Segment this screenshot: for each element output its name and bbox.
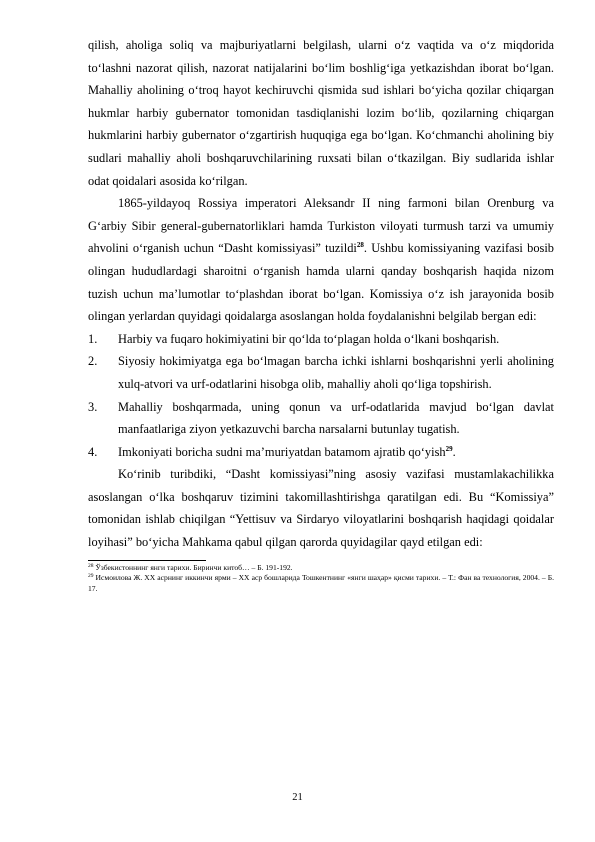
footnote-ref-28[interactable]: 28 xyxy=(356,241,364,250)
list-text: Mahalliy boshqarmada, uning qonun va urf-odatlarida mavjud bo‘lgan davlat manfaatlariga ziyon yetkazuvchi barcha narsalarni butunlay tugatish. xyxy=(118,399,554,437)
list-number: 4. xyxy=(88,444,98,459)
list-number: 1. xyxy=(88,331,98,346)
list-number: 2. xyxy=(88,354,98,369)
footnote-divider xyxy=(88,560,206,561)
paragraph-2 xyxy=(88,192,554,328)
footnote-mark: 28 xyxy=(88,562,94,569)
paragraph-1: qilish, aholiga soliq va majburiyatlarni belgilash, ularni o‘z vaqtida va o‘z miqdorida to‘lashni nazorat qilish, nazorat natijalarini bo‘lim boshlig‘iga yetkazishdan iborat bo‘lgan. Mahalliy aholining o‘troq hayot kechiruvchi qismida sud ishlari bo‘yicha qozilar chiqargan hukmlar harbiy gubernator tomonidan tasdiqlanishi lozim bo‘lib, qozilarning chiqargan hukmlarini harbiy gubernator o‘zgartirish huquqiga ega bo‘lgan. Ko‘chmanchi aholining biy sudlari mahalliy aholi boshqaruvchilarining ruxsati bilan o‘tkazilgan. Biy sudlarida ishlar odat qoidalari asosida ko‘rilgan. xyxy=(88,38,554,188)
paragraph-2-text-a: 1865-yildayoq Rossiya imperatori Aleksandr II ning farmoni bilan Orenburg va G‘arbiy Sibir general-gubernatorliklari hamda Turkiston viloyati turmush tarzi va umumiy ahvolini o‘rganish uchun “Dasht komissiyasi” tuzildi xyxy=(88,196,554,256)
list-text: Harbiy va fuqaro hokimiyatini bir qo‘lda to‘plagan holda o‘lkani boshqarish. xyxy=(118,331,500,346)
list-text xyxy=(118,441,554,464)
footnote-text: Исмоилова Ж. ХХ асрнинг иккинчи ярми – ХХ аср бошларида Тошкентнинг «янги шаҳар» қисми тарихи. – Т.: Фан ва технология, 2004. – Б. 17. xyxy=(88,573,554,593)
page-number: 21 xyxy=(292,792,303,803)
footnote-mark: 29 xyxy=(88,573,94,580)
list-item-4 xyxy=(88,441,554,464)
list-number: 3. xyxy=(88,399,98,414)
list-text-body: Imkoniyati boricha sudni ma’muriyatdan batamom ajratib qo‘yish xyxy=(118,444,446,459)
list-text-end: . xyxy=(452,444,456,459)
paragraph-3: Ko‘rinib turibdiki, “Dasht komissiyasi”ning asosiy vazifasi mustamlakachilikka asoslangan o‘lka boshqaruv tizimini takomillashtirishga qaratilgan edi. Bu “Komissiya” tomonidan ishlab chiqilgan “Yettisuv va Sirdaryo viloyatlarini boshqarish haqidagi qoidalar loyihasi” bo‘yicha Mahkama qabul qilgan qarorda quyidagilar qayd etilgan edi: xyxy=(88,467,554,550)
list-item-1 xyxy=(88,328,554,351)
footnote-text: Ўзбекистоннинг янги тарихи. Биринчи китоб… – Б. 191-192. xyxy=(93,562,293,572)
footnote-28 xyxy=(88,563,554,574)
list-item-3 xyxy=(88,396,554,441)
list-item-2 xyxy=(88,350,554,395)
footnote-ref-29[interactable]: 29 xyxy=(445,444,453,453)
list-text: Siyosiy hokimiyatga ega bo‘lmagan barcha ichki ishlarni boshqarishni yerli aholining xulq-atvori va urf-odatlarini hisobga olib, mahalliy aholi qo‘liga topshirish. xyxy=(118,354,554,391)
document-page xyxy=(88,34,554,594)
footnote-29 xyxy=(88,573,554,594)
paragraph-2-text-b: . Ushbu komissiyaning vazifasi bosib olingan hududlardagi sharoitni o‘rganish hamda ularni qanday boshqarish haqida nizom tuzish uchun ma’lumotlar to‘plashdan iborat bo‘lgan. Komissiya o‘z ish jarayonida bosib olingan yerlardan quyidagi qoidalarga asoslangan holda foydalanishni belgilab bergan edi: xyxy=(88,241,554,324)
